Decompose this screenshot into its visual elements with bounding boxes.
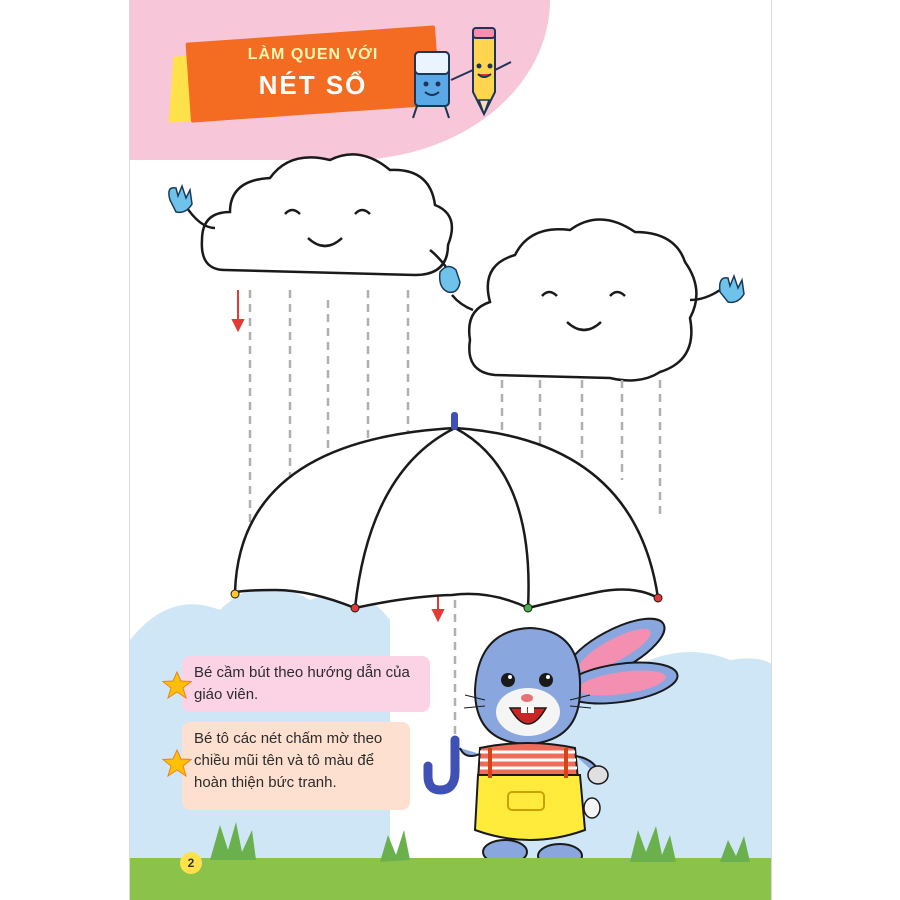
workbook-page (129, 0, 772, 900)
star-icon (162, 748, 192, 778)
instruction-text-1: Bé cầm bút theo hướng dẫn của giáo viên. (194, 664, 410, 703)
page-number: 2 (180, 852, 202, 874)
star-icon (162, 670, 192, 700)
cloud-face-icon-left (169, 154, 460, 292)
instruction-bubble-2 (182, 722, 410, 810)
title-line-2: NÉT SỔ (258, 70, 368, 100)
instruction-bubble-1 (182, 656, 430, 712)
title-line-1: LÀM QUEN VỚI (247, 46, 379, 63)
instruction-text-2: Bé tô các nét chấm mờ theo chiều mũi tên và tô màu để hoàn thiện bức tranh. (194, 730, 383, 791)
ground (130, 858, 772, 900)
cloud-face-icon-right (452, 219, 744, 380)
